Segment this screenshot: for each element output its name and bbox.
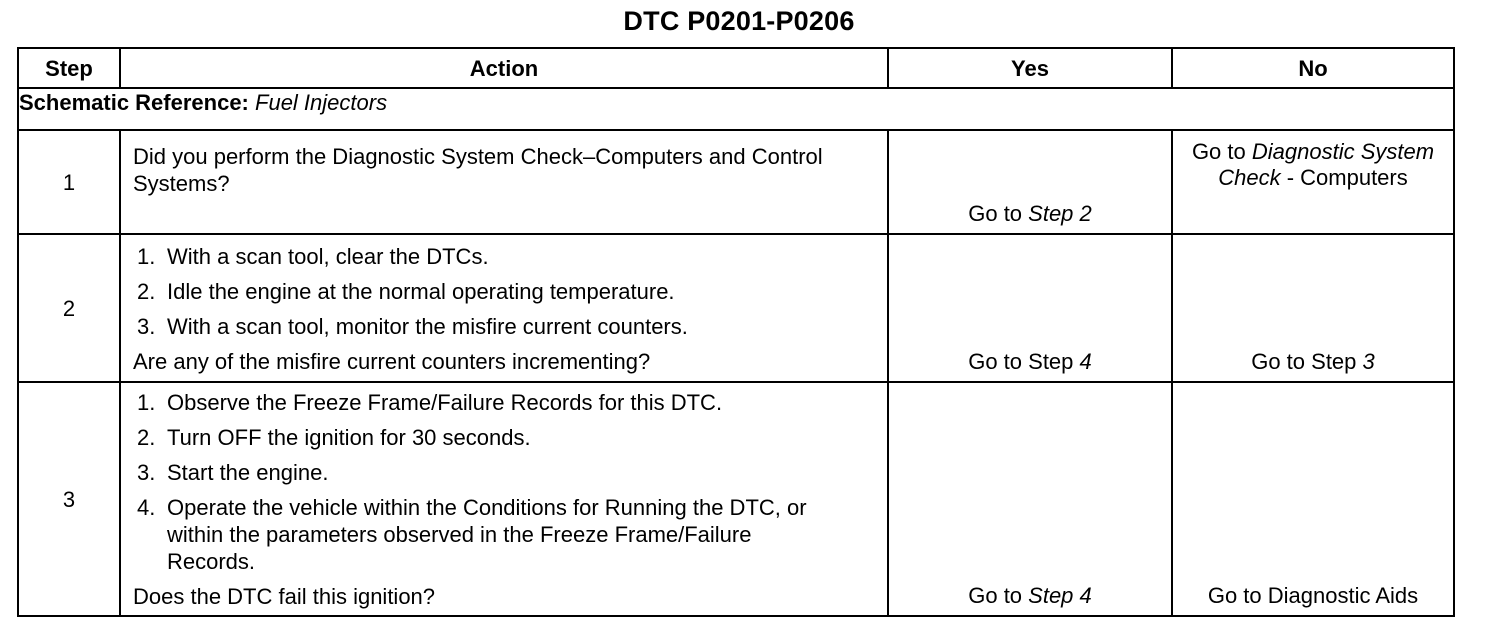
list-item-text: Operate the vehicle within the Conditions for Running the DTC, or within the parameters observed in the Freeze Frame/Failure Records. xyxy=(167,495,807,574)
yes-prefix: Go to Step xyxy=(968,349,1080,374)
yes-cell xyxy=(888,234,1172,382)
table-row xyxy=(18,130,1454,234)
list-item-text: Start the engine. xyxy=(167,460,329,485)
table-row xyxy=(18,382,1454,616)
list-item-text: Observe the Freeze Frame/Failure Records for this DTC. xyxy=(167,390,723,415)
no-link[interactable]: Go to Diagnostic Aids xyxy=(1207,583,1419,608)
list-item: 2. Idle the engine at the normal operating temperature. xyxy=(137,279,675,304)
action-cell xyxy=(120,382,888,616)
action-question: Did you perform the Diagnostic System Check–Computers and Control Systems? xyxy=(133,144,823,196)
action-cell xyxy=(120,234,888,382)
action-list xyxy=(133,389,875,575)
yes-link[interactable]: Step 4 xyxy=(1028,583,1092,608)
no-prefix: Go to xyxy=(1191,139,1252,164)
no-prefix: Go to Step xyxy=(1251,349,1363,374)
table-row xyxy=(18,234,1454,382)
action-question: Are any of the misfire current counters incrementing? xyxy=(133,349,651,374)
no-cell xyxy=(1172,382,1454,616)
no-link[interactable]: Diagnostic System Check xyxy=(1218,139,1435,190)
yes-link[interactable]: Step 2 xyxy=(1028,201,1092,226)
schematic-reference xyxy=(18,88,1454,130)
header-row xyxy=(18,48,1454,88)
no-cell xyxy=(1172,130,1454,234)
no-link[interactable]: 3 xyxy=(1362,349,1375,374)
step-number: 2 xyxy=(18,234,120,382)
list-item: 1. With a scan tool, clear the DTCs. xyxy=(137,244,489,269)
list-item: 3. With a scan tool, monitor the misfire current counters. xyxy=(137,314,688,339)
list-item-text: Idle the engine at the normal operating temperature. xyxy=(167,279,675,304)
header-step: Step xyxy=(18,48,120,88)
schematic-value: Fuel Injectors xyxy=(255,90,388,115)
list-item: 3. Start the engine. xyxy=(137,460,329,485)
yes-cell xyxy=(888,382,1172,616)
yes-link[interactable]: 4 xyxy=(1079,349,1092,374)
step-number: 1 xyxy=(18,130,120,234)
header-yes: Yes xyxy=(888,48,1172,88)
schematic-row xyxy=(18,88,1454,130)
list-item: 1. Observe the Freeze Frame/Failure Records for this DTC. xyxy=(137,390,723,415)
diagnostic-table xyxy=(17,47,1455,617)
step-number: 3 xyxy=(18,382,120,616)
yes-prefix: Go to xyxy=(968,201,1029,226)
list-item-text: With a scan tool, monitor the misfire current counters. xyxy=(167,314,688,339)
list-item: 2. Turn OFF the ignition for 30 seconds. xyxy=(137,425,531,450)
header-no: No xyxy=(1172,48,1454,88)
schematic-label: Schematic Reference: xyxy=(19,90,249,115)
header-action: Action xyxy=(120,48,888,88)
list-item: 4. Operate the vehicle within the Conditions for Running the DTC, or within the parameters observed in the Freeze Frame/Failure Records. xyxy=(137,495,807,574)
action-question: Does the DTC fail this ignition? xyxy=(133,584,436,609)
action-cell xyxy=(120,130,888,234)
no-cell xyxy=(1172,234,1454,382)
yes-cell xyxy=(888,130,1172,234)
list-item-text: Turn OFF the ignition for 30 seconds. xyxy=(167,425,531,450)
action-list xyxy=(133,243,875,340)
yes-prefix: Go to xyxy=(968,583,1029,608)
list-item-text: With a scan tool, clear the DTCs. xyxy=(167,244,489,269)
no-suffix: - Computers xyxy=(1280,165,1408,190)
page-title: DTC P0201-P0206 xyxy=(623,6,855,36)
